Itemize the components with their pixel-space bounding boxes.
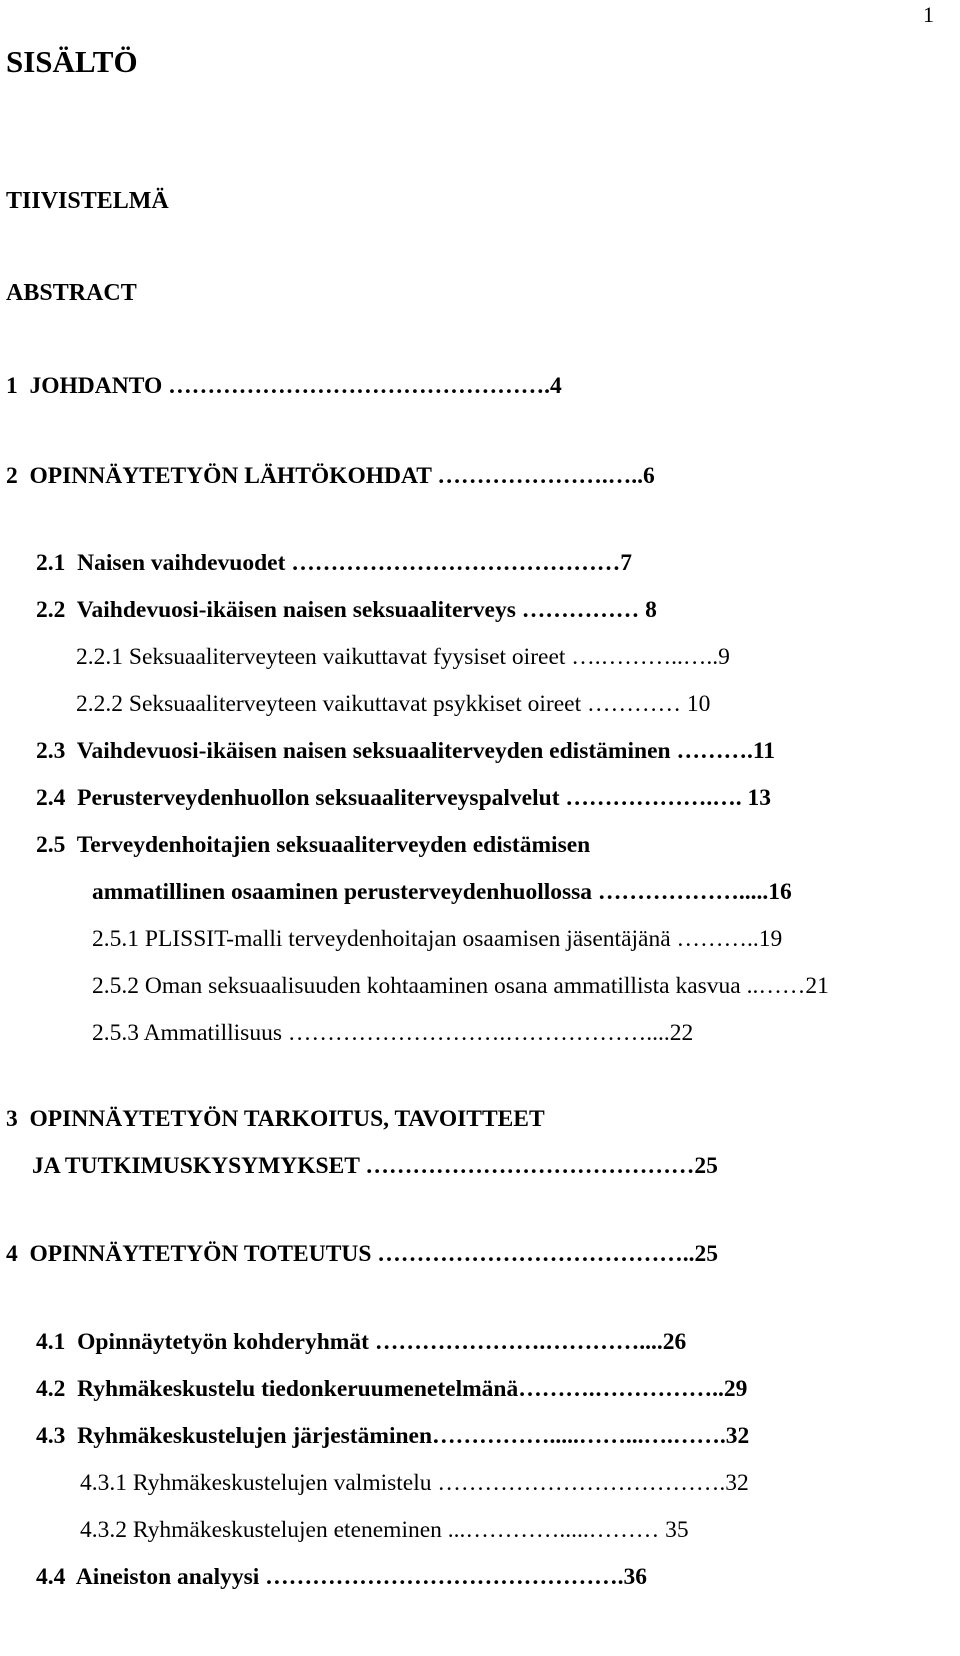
toc-entry-2-3: 2.3 Vaihdevuosi-ikäisen naisen seksuaaliterveyden edistäminen ……….11 [36,738,776,764]
toc-entry-2-2: 2.2 Vaihdevuosi-ikäisen naisen seksuaaliterveys …………… 8 [36,597,657,623]
toc-entry-3: 3 OPINNÄYTETYÖN TARKOITUS, TAVOITTEET [6,1106,545,1132]
toc-entry-2-5-3: 2.5.3 Ammatillisuus ……………………….………………....22 [92,1020,694,1046]
toc-entry-4-1: 4.1 Opinnäytetyön kohderyhmät ………………….…………....26 [36,1329,687,1355]
contents-title: SISÄLTÖ [6,44,138,79]
toc-entry-2-5-1: 2.5.1 PLISSIT-malli terveydenhoitajan osaamisen jäsentäjänä ………..19 [92,926,783,952]
toc-entry-4-4: 4.4 Aineiston analyysi ……………………………………….36 [36,1564,648,1590]
toc-entry-2-5-cont: ammatillinen osaaminen perusterveydenhuollossa ……………….....16 [92,879,792,905]
toc-entry-2-2-2: 2.2.2 Seksuaaliterveyteen vaikuttavat psykkiset oireet ………… 10 [76,691,711,717]
toc-entry-4-3-1: 4.3.1 Ryhmäkeskustelujen valmistelu ……………………………….32 [80,1470,749,1496]
toc-entry-2: 2 OPINNÄYTETYÖN LÄHTÖKOHDAT ………………….…..6 [6,463,655,489]
toc-entry-4-3-2: 4.3.2 Ryhmäkeskustelujen eteneminen ...………….....……… 35 [80,1517,689,1543]
toc-entry-2-4: 2.4 Perusterveydenhuollon seksuaaliterveyspalvelut ……………….…. 13 [36,785,772,811]
toc-entry-2-2-1: 2.2.1 Seksuaaliterveyteen vaikuttavat fyysiset oireet ….………..…..9 [76,644,730,670]
toc-entry-3-cont: JA TUTKIMUSKYSYMYKSET ……………………………………25 [32,1153,718,1179]
tiivistelma-heading: TIIVISTELMÄ [6,188,169,214]
toc-entry-2-5-2: 2.5.2 Oman seksuaalisuuden kohtaaminen osana ammatillista kasvua ..……21 [92,973,829,999]
toc-entry-4: 4 OPINNÄYTETYÖN TOTEUTUS …………………………………..25 [6,1241,719,1267]
toc-entry-2-1: 2.1 Naisen vaihdevuodet ……………………………………7 [36,550,633,576]
abstract-heading: ABSTRACT [6,280,137,306]
toc-entry-1: 1 JOHDANTO ………………………………………….4 [6,373,562,399]
toc-entry-4-3: 4.3 Ryhmäkeskustelujen järjestäminen…………….....……...….…….32 [36,1423,750,1449]
page-number: 1 [923,2,934,27]
toc-entry-2-5: 2.5 Terveydenhoitajien seksuaaliterveyden edistämisen [36,832,591,858]
toc-entry-4-2: 4.2 Ryhmäkeskustelu tiedonkeruumenetelmänä……….……………..29 [36,1376,748,1402]
